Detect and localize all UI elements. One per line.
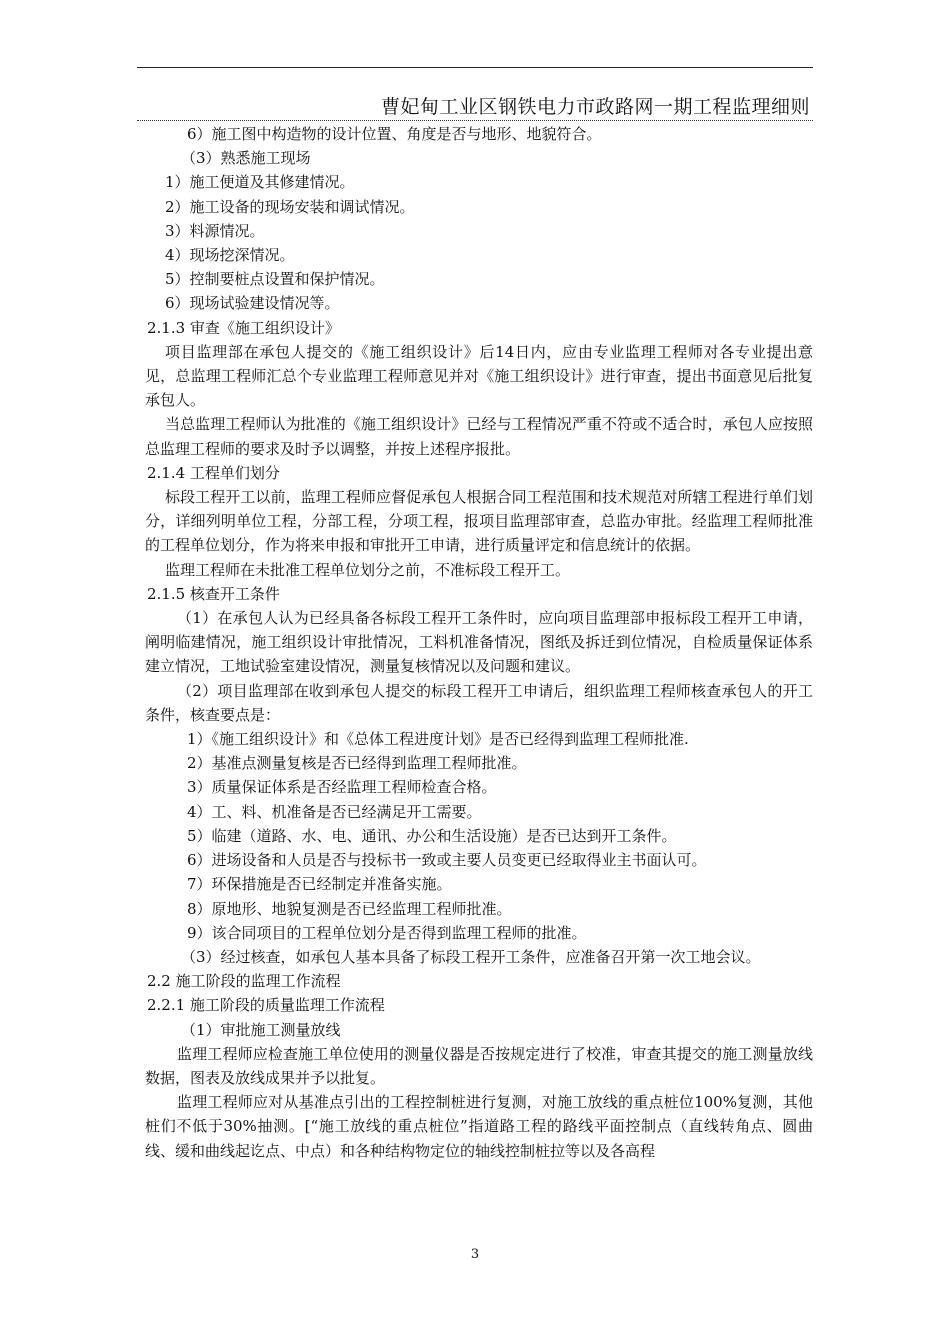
list-item: 5）控制要桩点设置和保护情况。: [165, 270, 385, 289]
paragraph: 标段工程开工以前，监理工程师应督促承包人根据合同工程范围和技术规范对所辖工程进行单们划分，详细列明单位工程，分部工程，分项工程，报项目监理部审查，总监办审批。经监理工程师批准的工程单位划分，作为将来申报和审批开工申请，进行质量评定和信息统计的依据。: [145, 488, 813, 555]
checklist-item: 9）该合同项目的工程单位划分是否得到监理工程师的批准。: [187, 923, 587, 942]
paragraph: 当总监理工程师认为批准的《施工组织设计》已经与工程情况严重不符或不适合时，承包人应按照总监理工程师的要求及时予以调整，并按上述程序报批。: [145, 415, 813, 458]
paragraph: （1）在承包人认为已经具备各标段工程开工条件时，应向项目监理部申报标段工程开工申请，阐明临建情况，施工组织设计审批情况，工料机准备情况，图纸及拆迁到位情况，自检质量保证体系建立情况，工地试验室建设情况，测量复核情况以及问题和建议。: [145, 609, 813, 676]
page-number: 3: [470, 1247, 480, 1262]
document-body: [145, 122, 813, 1163]
checklist-item: 7）环保措施是否已经制定并准备实施。: [187, 875, 452, 894]
section-heading-2-1-3: 2.1.3 审查《施工组织设计》: [147, 318, 340, 337]
list-item: 4）现场挖深情况。: [165, 246, 295, 265]
paragraph: 监理工程师应对从基准点引出的工程控制桩进行复测，对施工放线的重点桩位100%复测，其他桩们不低于30%抽测。[“施工放线的重点桩位”指道路工程的路线平面控制点（直线转角点、圆曲线、缓和曲线起讫点、中点）和各种结构物定位的轴线控制桩拉等以及各高程: [145, 1093, 813, 1160]
paragraph: 项目监理部在承包人提交的《施工组织设计》后14日内，应由专业监理工程师对各专业提出意见，总监理工程师汇总个专业监理工程师意见并对《施工组织设计》进行审查，提出书面意见后批复承包人。: [145, 342, 813, 410]
checklist-item: 1）《施工组织设计》和《总体工程进度计划》是否已经得到监理工程师批准.: [187, 730, 689, 749]
list-item: 3）料源情况。: [165, 221, 265, 240]
checklist-item: 2）基准点测量复核是否已经得到监理工程师批准。: [187, 754, 527, 773]
paragraph: （2）项目监理部在收到承包人提交的标段工程开工申请后，组织监理工程师核查承包人的开工条件，核查要点是：: [145, 681, 813, 724]
list-item: 1）施工便道及其修建情况。: [165, 173, 355, 192]
paragraph: 监理工程师在未批准工程单位划分之前，不准标段工程开工。: [165, 560, 571, 579]
header-dotted-rule: [137, 120, 813, 121]
paragraph: （3）经过核查，如承包人基本具备了标段工程开工条件，应准备召开第一次工地会议。: [181, 947, 761, 966]
subsection-heading: （1）审批施工测量放线: [181, 1020, 341, 1039]
section-heading-2-2: 2.2 施工阶段的监理工作流程: [147, 972, 341, 991]
section-heading-2-1-4: 2.1.4 工程单们划分: [147, 463, 280, 482]
paragraph: 监理工程师应检查施工单位使用的测量仪器是否按规定进行了校准，审查其提交的施工测量放线数据，图表及放线成果并予以批复。: [145, 1044, 813, 1087]
subsection-heading: （3）熟悉施工现场: [181, 149, 311, 168]
header-rule: [137, 67, 813, 68]
header-title: 曹妃甸工业区钢铁电力市政路网一期工程监理细则: [380, 96, 810, 118]
checklist-item: 6）进场设备和人员是否与投标书一致或主要人员变更已经取得业主书面认可。: [187, 851, 707, 870]
checklist-item: 8）原地形、地貌复测是否已经监理工程师批准。: [187, 899, 512, 918]
checklist-item: 4）工、料、机准备是否已经满足开工需要。: [187, 802, 482, 821]
list-item: 6）施工图中构造物的设计位置、角度是否与地形、地貌符合。: [187, 125, 602, 143]
list-item: 2）施工设备的现场安装和调试情况。: [165, 197, 415, 216]
section-heading-2-2-1: 2.2.1 施工阶段的质量监理工作流程: [147, 996, 385, 1015]
checklist-item: 3）质量保证体系是否经监理工程师检查合格。: [187, 778, 497, 797]
list-item: 6）现场试验建设情况等。: [165, 294, 340, 313]
section-heading-2-1-5: 2.1.5 核查开工条件: [147, 584, 280, 603]
checklist-item: 5）临建（道路、水、电、通讯、办公和生活设施）是否已达到开工条件。: [187, 826, 677, 845]
